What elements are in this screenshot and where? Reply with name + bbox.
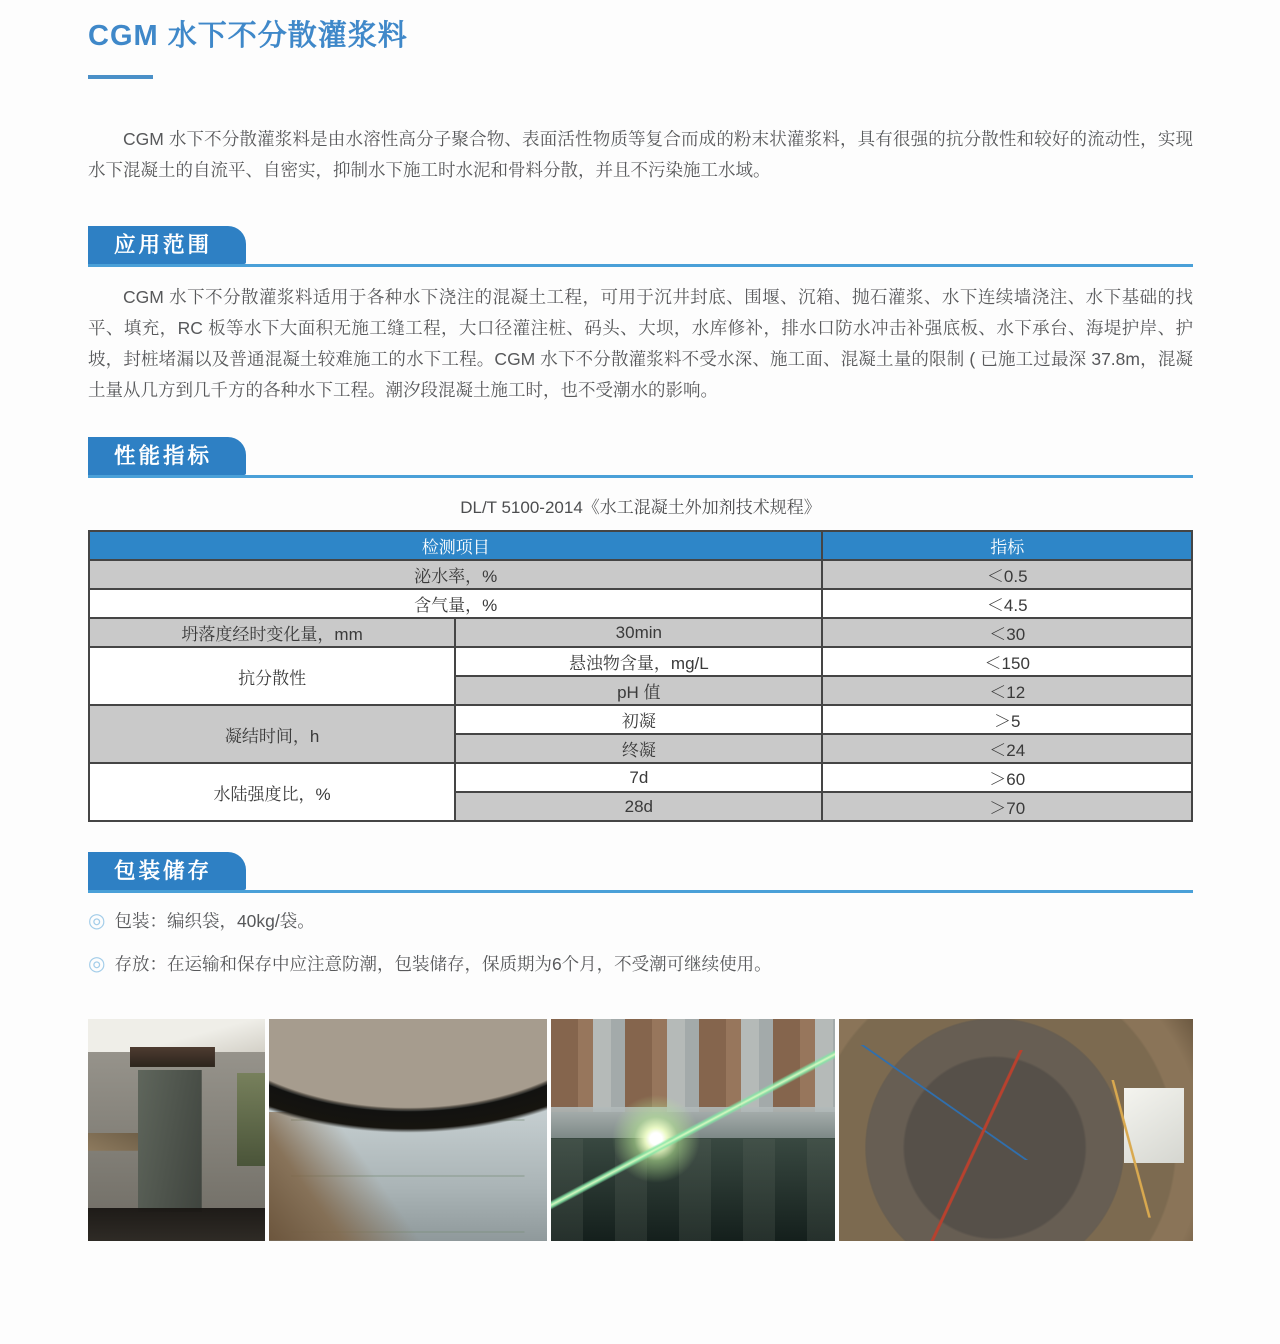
performance-table bbox=[88, 530, 1193, 822]
item-cell: 含气量，% bbox=[89, 589, 822, 618]
sub-item-cell: 初凝 bbox=[455, 705, 822, 734]
sub-item-cell: 7d bbox=[455, 763, 822, 792]
table-row bbox=[89, 560, 1192, 589]
table-header-row bbox=[89, 531, 1192, 560]
packaging-section-badge: 包装储存 bbox=[88, 852, 246, 890]
value-cell: ＜24 bbox=[822, 734, 1192, 763]
bridge-piles-night-water-photo bbox=[551, 1019, 835, 1241]
column-header-index: 指标 bbox=[822, 531, 1192, 560]
value-cell: ＜4.5 bbox=[822, 589, 1192, 618]
page-title: CGM 水下不分散灌浆料 bbox=[88, 20, 408, 52]
column-header-item: 检测项目 bbox=[89, 531, 822, 560]
intro-paragraph: CGM 水下不分散灌浆料是由水溶性高分子聚合物、表面活性物质等复合而成的粉末状灌浆料，具有很强的抗分散性和较好的流动性，实现水下混凝土的自流平、自密实，抑制水下施工时水泥和骨料分散，并且不污染施工水域。 bbox=[88, 129, 1193, 180]
list-item bbox=[88, 949, 1193, 979]
ring-bullet-icon: ◎ bbox=[88, 910, 106, 932]
standard-caption: DL/T 5100-2014《水工混凝土外加剂技术规程》 bbox=[460, 498, 821, 517]
value-cell: ＞70 bbox=[822, 792, 1192, 821]
item-cell: 坍落度经时变化量，mm bbox=[89, 618, 455, 647]
section-header-application bbox=[88, 226, 1193, 267]
photo-strip bbox=[88, 1019, 1193, 1241]
value-cell: ＞60 bbox=[822, 763, 1192, 792]
item-group-cell: 凝结时间，h bbox=[89, 705, 455, 763]
application-section-badge: 应用范围 bbox=[88, 226, 246, 264]
muddy-excavation-pit-photo bbox=[839, 1019, 1193, 1241]
pile-jacket-closeup-photo bbox=[269, 1019, 547, 1241]
section-header-packaging bbox=[88, 852, 1193, 893]
item-cell: 泌水率，% bbox=[89, 560, 822, 589]
table-row bbox=[89, 763, 1192, 792]
sub-item-cell: 终凝 bbox=[455, 734, 822, 763]
bullet-text: 包装：编织袋，40kg/袋。 bbox=[114, 911, 315, 931]
sub-item-cell: 28d bbox=[455, 792, 822, 821]
ring-bullet-icon: ◎ bbox=[88, 953, 106, 975]
value-cell: ＜12 bbox=[822, 676, 1192, 705]
value-cell: ＜0.5 bbox=[822, 560, 1192, 589]
list-item bbox=[88, 906, 1193, 936]
section-header-performance bbox=[88, 437, 1193, 478]
table-row bbox=[89, 705, 1192, 734]
table-row bbox=[89, 589, 1192, 618]
value-cell: ＜150 bbox=[822, 647, 1192, 676]
bullet-text: 存放：在运输和保存中应注意防潮，包装储存，保质期为6个月，不受潮可继续使用。 bbox=[114, 954, 772, 974]
performance-section-badge: 性能指标 bbox=[88, 437, 246, 475]
value-cell: ＜30 bbox=[822, 618, 1192, 647]
sub-item-cell: 悬浊物含量，mg/L bbox=[455, 647, 822, 676]
item-group-cell: 水陆强度比，% bbox=[89, 763, 455, 821]
steel-pile-under-structure-photo bbox=[88, 1019, 265, 1241]
sub-item-cell: 30min bbox=[455, 618, 822, 647]
value-cell: ＞5 bbox=[822, 705, 1192, 734]
title-underline bbox=[88, 75, 153, 79]
sub-item-cell: pH 值 bbox=[455, 676, 822, 705]
table-row bbox=[89, 618, 1192, 647]
application-paragraph: CGM 水下不分散灌浆料适用于各种水下浇注的混凝土工程，可用于沉井封底、围堰、沉箱、抛石灌浆、水下连续墙浇注、水下基础的找平、填充，RC 板等水下大面积无施工缝工程，大口径灌注桩、码头、大坝，水库修补，排水口防水冲击补强底板、水下承台、海堤护岸、护坡，封桩堵漏以及普通混凝土较难施工的水下工程。CGM 水下不分散灌浆料不受水深、施工面、混凝土量的限制 ( 已施工过最深 37.8m，混凝土量从几方到几千方的各种水下工程。潮汐段混凝土施工时，也不受潮水的影响。 bbox=[88, 287, 1193, 400]
item-group-cell: 抗分散性 bbox=[89, 647, 455, 705]
table-row bbox=[89, 647, 1192, 676]
